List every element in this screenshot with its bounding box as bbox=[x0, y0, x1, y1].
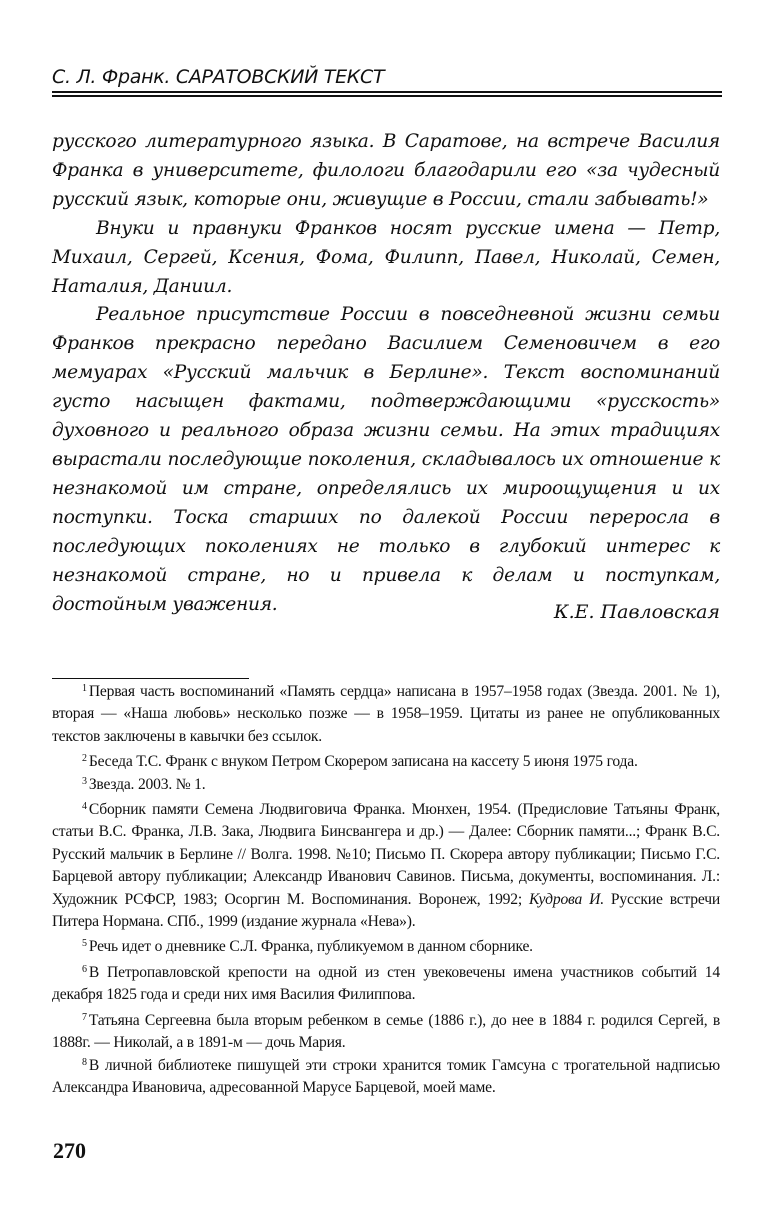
footnote-text: Русские встречи Питера Нормана. СПб., 1999 (издание журнала «Нева»). bbox=[52, 890, 721, 931]
author-signature: К.Е. Павловская bbox=[553, 601, 720, 623]
footnote-1 bbox=[52, 681, 720, 748]
running-title: С. Л. Франк. САРАТОВСКИЙ ТЕКСТ bbox=[52, 66, 385, 88]
footnote-text: Беседа Т.С. Франк с внуком Петром Скорером записана на кассету 5 июня 1975 года. bbox=[88, 753, 638, 771]
footnote-text: В Петропавловской крепости на одной из стен увековечены имена участников событий 14 декабря 1825 года и среди них имя Василия Филиппова. bbox=[52, 963, 720, 1004]
footnote-text: В личной библиотеке пишущей эти строки хранится томик Гамсуна с трогательной надписью Александра Ивановича, адресованной Марусе Барцевой, моей маме. bbox=[52, 1056, 720, 1096]
header-rule-bottom bbox=[52, 95, 722, 97]
footnote-mark: 7 bbox=[82, 1011, 87, 1023]
main-text bbox=[52, 128, 720, 619]
paragraph-continuation: русского литературного языка. В Саратове, на встрече Василия Франка в университете, филологи благодарили его «за чудесный русский язык, которые они, живущие в России, стали забывать!» bbox=[52, 131, 720, 210]
footnote-5 bbox=[52, 936, 720, 958]
footnote-text: Речь идет о дневнике С.Л. Франка, публикуемом в данном сборнике. bbox=[88, 938, 533, 956]
footnote-mark: 5 bbox=[82, 938, 87, 950]
footnote-author-italic: Кудрова И. bbox=[529, 890, 604, 908]
footnote-8 bbox=[52, 1055, 720, 1100]
footnote-text: Звезда. 2003. № 1. bbox=[88, 775, 206, 793]
footnotes bbox=[52, 681, 720, 1099]
footnote-4 bbox=[52, 799, 720, 933]
header-rule-top bbox=[52, 91, 722, 93]
footnote-mark: 6 bbox=[82, 963, 87, 975]
footnote-mark: 8 bbox=[82, 1056, 87, 1068]
footnote-mark: 3 bbox=[82, 775, 87, 787]
footnote-text: Первая часть воспоминаний «Память сердца» написана в 1957–1958 годах (Звезда. 2001. № 1), вторая — «Наша любовь» несколько позже — в 1958–1959. Цитаты из ранее не опубликованных текстов заключены в кавычки без ссылок. bbox=[52, 683, 720, 745]
footnote-7 bbox=[52, 1010, 720, 1055]
footnote-text: Татьяна Сергеевна была вторым ребенком в семье (1886 г.), до нее в 1884 г. родился Сергей, в 1888г. — Николай, а в 1891-м — дочь Мария. bbox=[52, 1011, 720, 1052]
footnote-text: Сборник памяти Семена Людвиговича Франка. Мюнхен, 1954. (Предисловие Татьяны Франк, статьи В.С. Франка, Л.В. Зака, Людвига Бинсвангера и др.) — Далее: Сборник памяти...; Франк В.С. Русский мальчик в Берлине // Волга. 1998. №10; Письмо П. Скорера автору публикации; Письмо Г.С. Барцевой автору публикации; Александр Иванович Савинов. Письма, документы, воспоминания. Л.: Художник РСФСР, 1983; Осоргин М. Воспоминания. Воронеж, 1992; bbox=[52, 801, 720, 908]
footnote-mark: 1 bbox=[82, 683, 87, 694]
footnote-2 bbox=[52, 751, 720, 773]
footnote-3 bbox=[52, 774, 720, 796]
paragraph-russian-presence: Реальное присутствие России в повседневной жизни семьи Франков прекрасно передано Василием Семеновичем в его мемуарах «Русский мальчик в Берлине». Текст воспоминаний густо насыщен фактами, подтверждающими «русскость» духовного и реального образа жизни семьи. На этих традициях вырастали последующие поколения, складывалось их отношение к незнакомой им стране, определялись их мироощущения и их поступки. Тоска старших по далекой России переросла в последующих поколениях не только в глубокий интерес к незнакомой стране, но и привела к делам и поступкам, достойным уважения. bbox=[52, 304, 720, 615]
paragraph-names: Внуки и правнуки Франков носят русские имена — Петр, Михаил, Сергей, Ксения, Фома, Филипп, Павел, Николай, Семен, Наталия, Даниил. bbox=[52, 217, 720, 297]
footnote-separator bbox=[52, 678, 249, 679]
footnote-mark: 4 bbox=[82, 801, 87, 813]
footnote-mark: 2 bbox=[82, 753, 87, 765]
footnote-6 bbox=[52, 962, 720, 1007]
page-number: 270 bbox=[53, 1138, 86, 1163]
